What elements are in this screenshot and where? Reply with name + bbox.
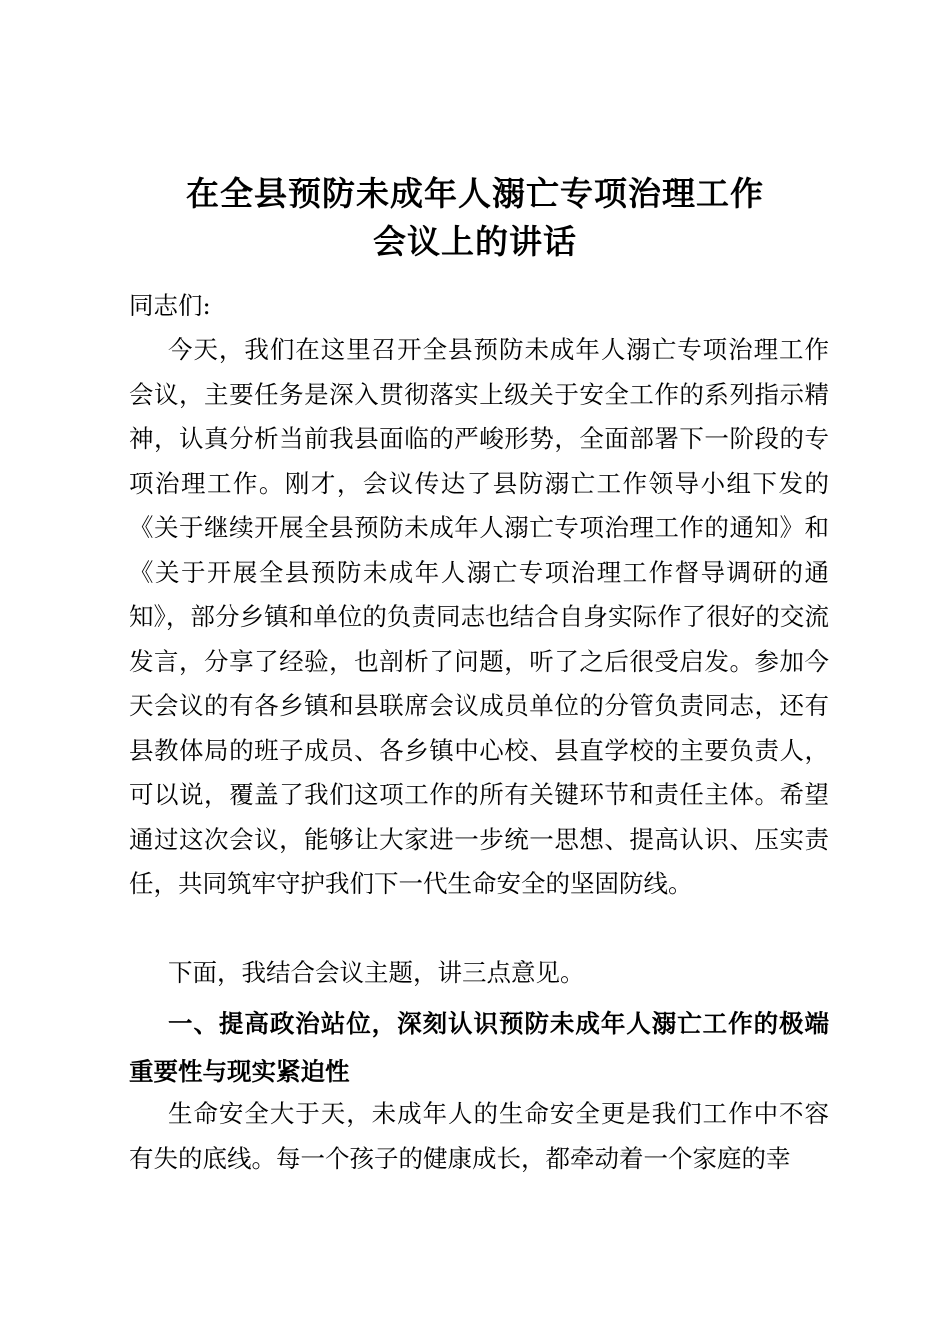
section-heading-1: 一、提高政治站位，深刻认识预防未成年人溺亡工作的极端重要性与现实紧迫性 <box>129 1009 829 1086</box>
document-title-line-1: 在全县预防未成年人溺亡专项治理工作 <box>186 174 764 213</box>
paragraph-transition: 下面，我结合会议主题，讲三点意见。 <box>168 958 585 987</box>
paragraph-section-1: 生命安全大于天，未成年人的生命安全更是我们工作中不容有失的底线。每一个孩子的健康成长，都牵动着一个家庭的幸 <box>129 1099 829 1173</box>
document-title-line-2: 会议上的讲话 <box>373 222 577 261</box>
paragraph-opening: 今天，我们在这里召开全县预防未成年人溺亡专项治理工作会议，主要任务是深入贯彻落实上级关于安全工作的系列指示精神，认真分析当前我县面临的严峻形势，全面部署下一阶段的专项治理工作。刚才，会议传达了县防溺亡工作领导小组下发的《关于继续开展全县预防未成年人溺亡专项治理工作的通知》和《关于开展全县预防未成年人溺亡专项治理工作督导调研的通知》，部分乡镇和单位的负责同志也结合自身实际作了很好的交流发言，分享了经验，也剖析了问题，听了之后很受启发。参加今天会议的有各乡镇和县联席会议成员单位的分管负责同志，还有县教体局的班子成员、各乡镇中心校、县直学校的主要负责人，可以说，覆盖了我们这项工作的所有关键环节和责任主体。希望通过这次会议，能够让大家进一步统一思想、提高认识、压实责任，共同筑牢守护我们下一代生命安全的坚固防线。 <box>129 335 829 898</box>
salutation: 同志们: <box>129 291 211 320</box>
